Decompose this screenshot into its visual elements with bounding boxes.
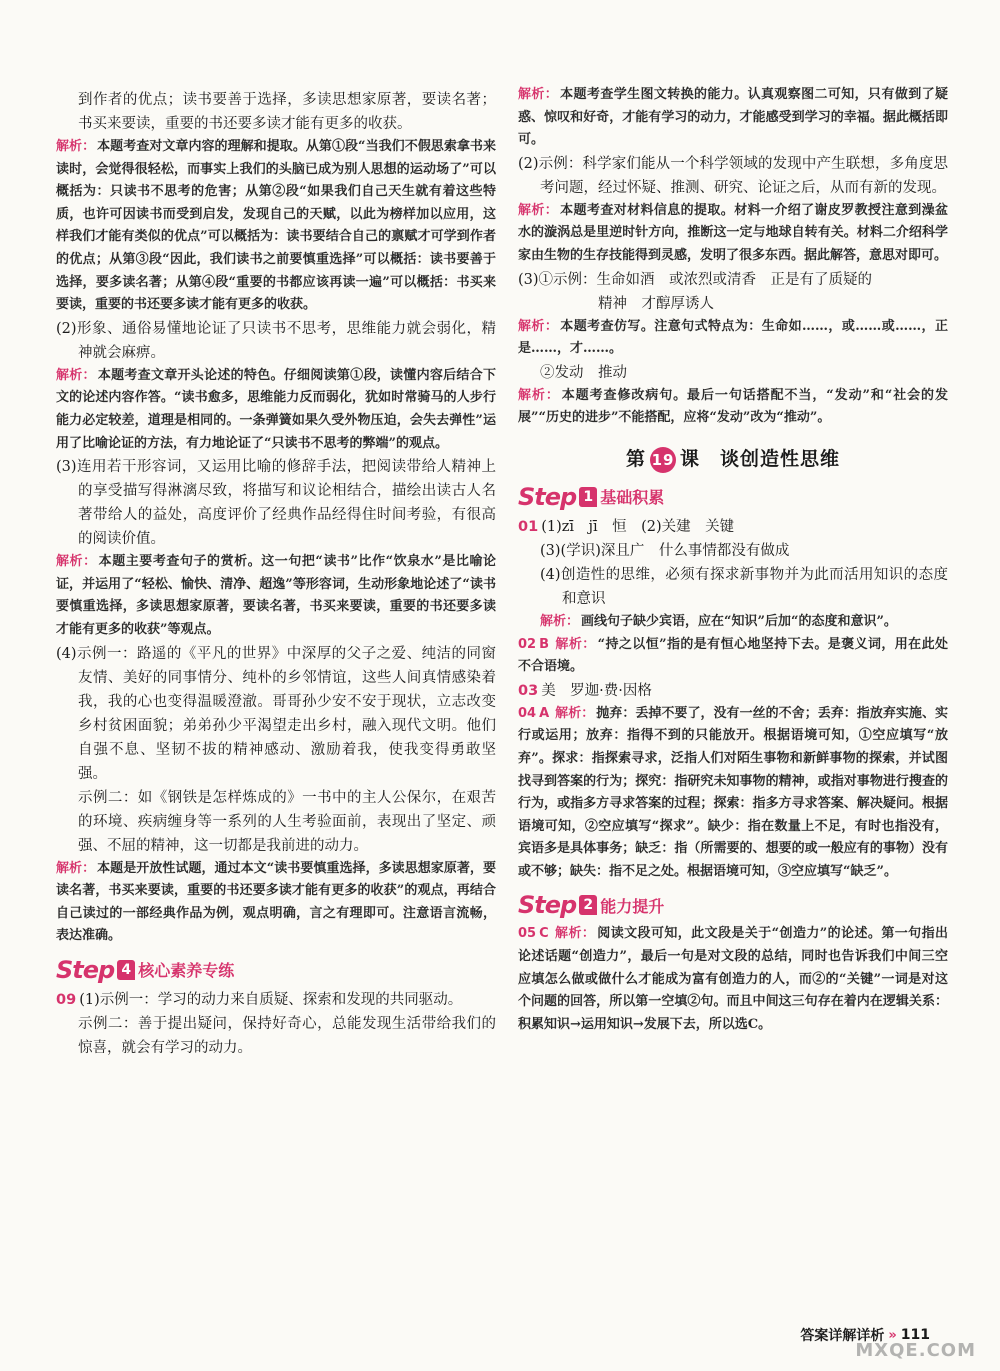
left-column — [56, 88, 496, 1060]
explanation: 解析： 本题考查文章开头论述的特色。仔细阅读第①段，读懂内容后结合下文的论述内容作答。“读书愈多，思维能力反而弱化，犹如时常骑马的人步行能力必定较差，道理是相同的。一条弹簧如果久受外物压迫，会失去弹性”运用了比喻论证的方法，有力地论证了“只读书不思考的弊端”的观点。 — [56, 367, 496, 451]
answer-item-3: (3)连用若干形容词，又运用比喻的修辞手法，把阅读带给人精神上的享受描写得淋漓尽致，将描写和议论相结合，描绘出读古人名著带给人的益处，高度评价了经典作品经得住时间考验，有很高的阅读价值。 — [56, 459, 496, 548]
explanation: 解析： 本题考查对材料信息的提取。材料一介绍了谢皮罗教授注意到澡盆水的漩涡总是里逆时针方向，推断这一定与地球自转有关。材料二介绍科学家由生物的生存技能得到灵感，发明了很多东西。据此解答，意思对即可。 — [518, 202, 948, 263]
question-05: 05 C 解析： 阅读文段可知，此文段是关于“创造力”的论述。第一句指出论述话题“创造力”，最后一句是对文段的总结，同时也告诉我们中间三空应填怎么做或做什么才能成为富有创造力的人，而②的“关键”一词是对这个问题的回答，所以第一空填②句。而且中间这三句存在着内在逻辑关系：积累知识→运用知识→发展下去，所以选C。 — [518, 926, 948, 1032]
footer-label: 答案详解详析 — [800, 1328, 885, 1344]
question-03: 03 美 罗迦·费·因格 — [518, 682, 652, 699]
step-4-header: Step 4 核心素养专练 — [56, 955, 235, 984]
lesson-number-badge: 19 — [650, 447, 676, 473]
answer-continuation: 到作者的优点；读书要善于选择，多读思想家原著，要读名著；书买来要读，重要的书还要多读才能有更多的收获。 — [78, 92, 496, 132]
explanation: 解析： 本题考查学生图文转换的能力。认真观察图二可知，只有做到了疑惑、惊叹和好奇，才能有学习的动力，才能感受到学习的幸福。据此概括即可。 — [518, 87, 948, 148]
question-09: 09 (1)示例一：学习的动力来自质疑、探索和发现的共同驱动。 — [56, 991, 463, 1008]
step-2-header: Step 2 能力提升 — [518, 891, 665, 920]
question-09-example-2: 示例二：善于提出疑问，保持好奇心，总能发现生活带给我们的惊喜，就会有学习的动力。 — [78, 1015, 496, 1056]
explanation: 解析： 本题是开放性试题，通过本文“读书要慎重选择，多读思想家原著，要读名著，书买来要读，重要的书还要多读才能有更多的收获”的观点，再结合自己读过的一部经典作品为例，观点明确，言之有理即可。注意语言流畅，表达准确。 — [56, 860, 496, 944]
step-1-header: Step 1 基础积累 — [518, 482, 665, 511]
question-04: 04 A 解析： 抛弃：丢掉不要了，没有一丝的不舍；丢弃：指放弃实施、实行或运用；放弃：指得不到的只能放开。根据语境可知，①空应填写“放弃”。探求：指探索寻求，泛指人们对陌生事物和新鲜事物的探索，并试图找寻到答案的行为；探究：指研究未知事物的精神，或指对事物进行搜查的行为，或指多方寻求答案的过程；探索：指多方寻求答案、解决疑问。根据语境可知，②空应填写“探求”。缺少：指在数量上不足，有时也指没有，宾语多是具体事务；缺乏：指（所需要的、想要的或一般应有的事物）没有或不够；缺失：指不足之处。根据语境可知，③空应填写“缺乏”。 — [518, 705, 948, 879]
page-number: 111 — [900, 1327, 930, 1343]
explanation: 解析： 本题考查仿写。注意句式特点为：生命如……，或……或……，正是……，才……。 — [518, 318, 948, 357]
watermark: MXQE.COM — [855, 1340, 976, 1361]
explanation: 解析： 本题考查修改病句。最后一句话搭配不当，“发动”和“社会的发展”“历史的进步”不能搭配，应将“发动”改为“推动”。 — [518, 387, 948, 426]
jiexi-label: 解析： — [56, 139, 96, 154]
answer-item-2: (2)形象、通俗易懂地论证了只读书不思考，思维能力就会弱化，精神就会麻痹。 — [56, 320, 496, 361]
explanation: 解析： 画线句子缺少宾语，应在“知识”后加“的态度和意识”。 — [540, 613, 897, 629]
answer-item-3: (3)①示例：生命如酒 或浓烈或清香 正是有了质疑的 — [518, 271, 873, 288]
lesson-title: 第 19 课 谈创造性思维 — [518, 444, 948, 473]
question-02: 02 B 解析： “持之以恒”指的是有恒心地坚持下去。是褒义词，用在此处不合语境。 — [518, 636, 948, 675]
right-column — [518, 84, 948, 1036]
double-chevron-icon: » — [888, 1327, 897, 1343]
question-01-c: (4)创造性的思维，必须有探求新事物并为此而活用知识的态度和意识 — [540, 566, 948, 607]
answer-item-2: (2)示例：科学家们能从一个科学领域的发现中产生联想，多角度思考问题，经过怀疑、推测、研究、论证之后，从而有新的发现。 — [518, 155, 948, 196]
explanation: 解析： 本题主要考查句子的赏析。这一句把“读书”比作“饮泉水”是比喻论证，并运用了“轻松、愉快、清净、超逸”等形容词，生动形象地论述了“读书要慎重选择，多读思想家原著，要读名著，书买来要读，重要的书还要多读才能有更多的收获”等观点。 — [56, 554, 496, 637]
answer-item-3-cont: 精神 才醇厚诱人 — [598, 295, 714, 312]
answer-item-3b: ②发动 推动 — [540, 364, 627, 381]
answer-item-4-example-2: 示例二：如《钢铁是怎样炼成的》一书中的主人公保尔，在艰苦的环境、疾病缠身等一系列的人生考验面前，表现出了坚定、顽强、不屈的精神，这一切都是我前进的动力。 — [78, 789, 496, 854]
explanation: 解析： 本题考查对文章内容的理解和提取。从第①段“当我们不假思索拿书来读时，会觉得很轻松，而事实上我们的头脑已成为别人思想的运动场了”可以概括为：只读书不思考的危害；从第②段“如果我们自己天生就有着这些特质，也许可因读书而受到启发，发现自己的天赋，以此为榜样加以应用，这样我们才能有类似的优点”可以概括为：读书要结合自己的禀赋才可学到作者的优点；从第③段“因此，我们读书之前要慎重选择”可以概括：读书要善于选择，要多读名著；从第④段“重要的书都应该再读一遍”可以概括：书买来要读，重要的书还要多读才能有更多的收获。 — [56, 139, 496, 313]
question-01: 01 (1)zī jī 恒 (2)关建 关键 — [518, 518, 735, 535]
question-01-b: (3)(学识)深且广 什么事情都没有做成 — [540, 542, 790, 559]
answer-item-4: (4)示例一：路遥的《平凡的世界》中深厚的父子之爱、纯洁的同窗友情、美好的同事情分、纯朴的乡邻情谊，这些人间真情感染着我，我的心也变得温暖澄澈。哥哥孙少安不安于现状，立志改变乡村贫困面貌；弟弟孙少平渴望走出乡村，融入现代文明。他们自强不息、坚韧不拔的精神感动、激励着我，使我变得勇敢坚强。 — [56, 645, 496, 782]
